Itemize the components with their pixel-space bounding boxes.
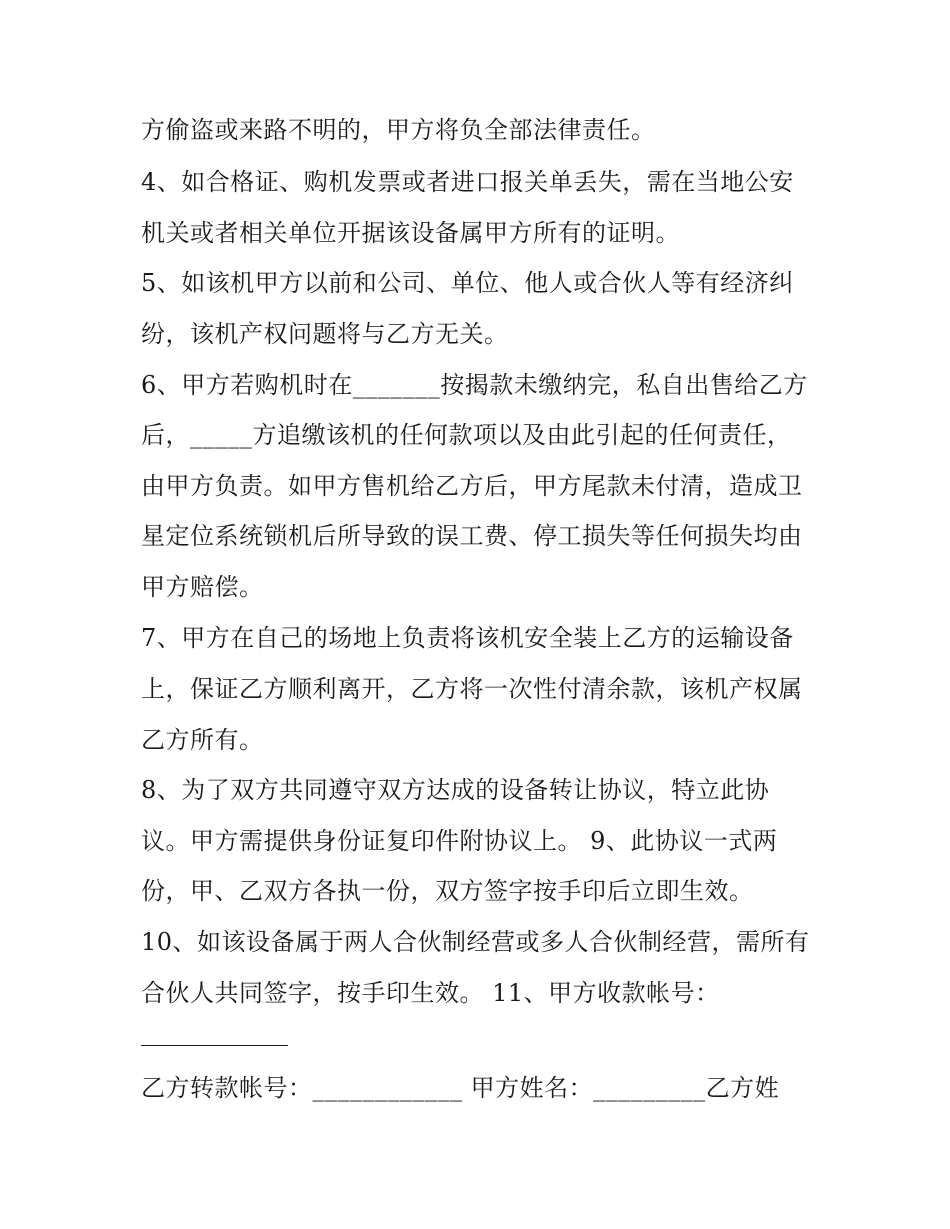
text-line: 乙方所有。 <box>141 726 264 754</box>
text-line: 议。甲方需提供身份证复印件附协议上。 9、此协议一式两 <box>141 827 778 855</box>
text-line: 合伙人共同签字，按手印生效。 11、甲方收款帐号： <box>141 979 720 1007</box>
text-line: 份，甲、乙双方各执一份，双方签字按手印后立即生效。 <box>141 877 754 905</box>
text-line: 6、甲方若购机时在_______按揭款未缴纳完，私自出售给乙方 <box>141 371 808 399</box>
text-line: 纷，该机产权问题将与乙方无关。 <box>141 320 509 348</box>
text-line: 方偷盗或来路不明的，甲方将负全部法律责任。 <box>141 116 656 144</box>
text-line: 由甲方负责。如甲方售机给乙方后，甲方尾款未付清，造成卫 <box>141 472 803 500</box>
text-line: 机关或者相关单位开据该设备属甲方所有的证明。 <box>141 219 680 247</box>
text-line: 4、如合格证、购机发票或者进口报关单丢失，需在当地公安 <box>141 168 794 196</box>
signature-blank-line <box>141 1045 288 1046</box>
text-line: 上，保证乙方顺利离开，乙方将一次性付清余款，该机产权属 <box>141 675 803 703</box>
text-line: 甲方赔偿。 <box>141 573 264 601</box>
text-line: 7、甲方在自己的场地上负责将该机安全装上乙方的运输设备 <box>141 624 794 652</box>
text-line: 乙方转款帐号：____________ 甲方姓名：_________乙方姓 <box>141 1074 780 1102</box>
text-line: 10、如该设备属于两人合伙制经营或多人合伙制经营，需所有 <box>141 928 810 956</box>
text-line: 8、为了双方共同遵守双方达成的设备转让协议，特立此协 <box>141 776 770 804</box>
text-line: 5、如该机甲方以前和公司、单位、他人或合伙人等有经济纠 <box>141 269 794 297</box>
text-line: 星定位系统锁机后所导致的误工费、停工损失等任何损失均由 <box>141 522 803 550</box>
text-line: 后，_____方追缴该机的任何款项以及由此引起的任何责任， <box>141 421 792 449</box>
